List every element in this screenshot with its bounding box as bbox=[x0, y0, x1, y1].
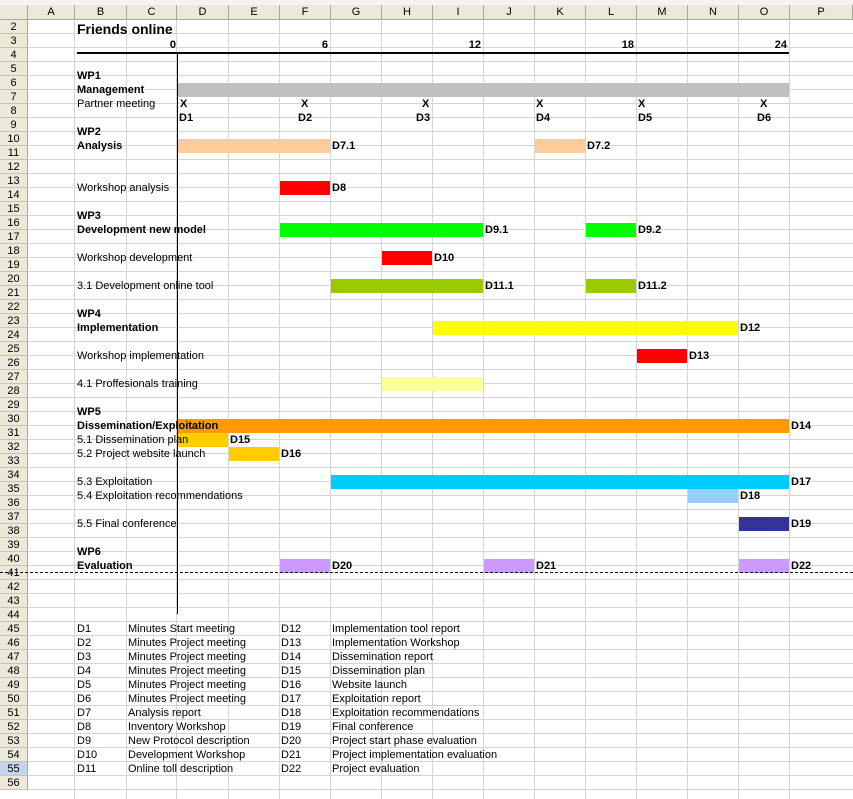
bar-label-d12: D12 bbox=[740, 322, 761, 334]
row-gridline bbox=[28, 411, 853, 412]
row-header-22[interactable]: 22 bbox=[0, 300, 28, 314]
meeting-mark-6: X bbox=[760, 98, 768, 110]
management-label: Management bbox=[77, 84, 145, 96]
wp4-label: WP4 bbox=[77, 308, 101, 320]
workshop-implementation-bar bbox=[637, 349, 687, 363]
column-gridline bbox=[687, 20, 688, 799]
legend-description: Project start phase evaluation bbox=[332, 735, 477, 747]
row-header-19[interactable]: 19 bbox=[0, 258, 28, 272]
bar-label-d9-2: D9.2 bbox=[638, 224, 662, 236]
row-header-17[interactable]: 17 bbox=[0, 230, 28, 244]
row-gridline bbox=[28, 509, 853, 510]
dissemination-bar bbox=[178, 419, 789, 433]
column-gridline bbox=[738, 20, 739, 799]
column-header-c[interactable]: C bbox=[127, 5, 177, 20]
bar-label-d16: D16 bbox=[281, 448, 302, 460]
legend-code: D12 bbox=[281, 623, 302, 635]
row-header-40[interactable]: 40 bbox=[0, 552, 28, 566]
legend-description: Project implementation evaluation bbox=[332, 749, 498, 761]
column-header-n[interactable]: N bbox=[688, 5, 739, 20]
bar-label-d14: D14 bbox=[791, 420, 812, 432]
column-gridline bbox=[483, 20, 484, 799]
row-gridline bbox=[28, 131, 853, 132]
bar-label-d7-2: D7.2 bbox=[587, 140, 611, 152]
meeting-label-d5: D5 bbox=[638, 112, 653, 124]
legend-description: Minutes Project meeting bbox=[128, 637, 246, 649]
meeting-label-d1: D1 bbox=[179, 112, 194, 124]
column-gridline bbox=[534, 20, 535, 799]
column-gridline bbox=[432, 20, 433, 799]
scale-tick-12: 12 bbox=[468, 39, 481, 51]
row-header-29[interactable]: 29 bbox=[0, 398, 28, 412]
legend-code: D7 bbox=[77, 707, 92, 719]
row-header-52[interactable]: 52 bbox=[0, 720, 28, 734]
row-gridline bbox=[28, 565, 853, 566]
row-gridline bbox=[28, 145, 853, 146]
evaluation-label: Evaluation bbox=[77, 560, 133, 572]
row-header-2[interactable]: 2 bbox=[0, 20, 28, 34]
row-header-45[interactable]: 45 bbox=[0, 622, 28, 636]
column-header-l[interactable]: L bbox=[586, 5, 637, 20]
select-all-corner[interactable] bbox=[0, 5, 28, 20]
column-gridline bbox=[585, 20, 586, 799]
legend-description: Dissemination report bbox=[332, 651, 433, 663]
row-header-23[interactable]: 23 bbox=[0, 314, 28, 328]
row-gridline bbox=[28, 299, 853, 300]
row-header-46[interactable]: 46 bbox=[0, 636, 28, 650]
wp6-label: WP6 bbox=[77, 546, 101, 558]
row-header-43[interactable]: 43 bbox=[0, 594, 28, 608]
row-gridline bbox=[28, 397, 853, 398]
prof-training-label: 4.1 Proffesionals training bbox=[77, 378, 198, 390]
implementation-label: Implementation bbox=[77, 322, 159, 334]
row-header-33[interactable]: 33 bbox=[0, 454, 28, 468]
analysis-bar-2 bbox=[535, 139, 585, 153]
legend-code: D18 bbox=[281, 707, 302, 719]
row-gridline bbox=[28, 61, 853, 62]
analysis-label: Analysis bbox=[77, 140, 123, 152]
column-gridline bbox=[279, 20, 280, 799]
bar-label-d17: D17 bbox=[791, 476, 812, 488]
row-header-55[interactable]: 55 bbox=[0, 762, 28, 776]
sheet-title: Friends online bbox=[77, 21, 173, 37]
row-gridline bbox=[28, 467, 853, 468]
column-gridline bbox=[74, 20, 75, 799]
row-header-4[interactable]: 4 bbox=[0, 48, 28, 62]
bar-label-d15: D15 bbox=[230, 434, 251, 446]
timeline-start-line bbox=[177, 52, 178, 614]
row-gridline bbox=[28, 215, 853, 216]
row-gridline bbox=[28, 173, 853, 174]
column-header-j[interactable]: J bbox=[484, 5, 535, 20]
bar-label-d22: D22 bbox=[791, 560, 812, 572]
wp1-label: WP1 bbox=[77, 70, 101, 82]
bar-label-d19: D19 bbox=[791, 518, 812, 530]
legend-description: Dissemination plan bbox=[332, 665, 425, 677]
row-header-53[interactable]: 53 bbox=[0, 734, 28, 748]
column-header-o[interactable]: O bbox=[739, 5, 790, 20]
row-header-6[interactable]: 6 bbox=[0, 76, 28, 90]
bar-label-d13: D13 bbox=[689, 350, 710, 362]
bar-label-d11-2: D11.2 bbox=[638, 280, 667, 292]
meeting-label-d6: D6 bbox=[757, 112, 772, 124]
page-break-line bbox=[0, 572, 853, 573]
row-gridline bbox=[28, 593, 853, 594]
workshop-analysis-bar bbox=[280, 181, 330, 195]
legend-description: Implementation tool report bbox=[332, 623, 460, 635]
row-header-36[interactable]: 36 bbox=[0, 496, 28, 510]
row-gridline bbox=[28, 313, 853, 314]
timeline-axis-line bbox=[77, 52, 789, 54]
row-header-27[interactable]: 27 bbox=[0, 370, 28, 384]
row-header-39[interactable]: 39 bbox=[0, 538, 28, 552]
legend-description: New Protocol description bbox=[128, 735, 250, 747]
legend-code: D6 bbox=[77, 693, 92, 705]
implementation-bar bbox=[433, 321, 738, 335]
legend-description: Exploitation report bbox=[332, 693, 421, 705]
row-gridline bbox=[28, 243, 853, 244]
row-header-38[interactable]: 38 bbox=[0, 524, 28, 538]
exploitation-label: 5.3 Exploitation bbox=[77, 476, 153, 488]
legend-description: Implementation Workshop bbox=[332, 637, 460, 649]
row-header-11[interactable]: 11 bbox=[0, 146, 28, 160]
row-gridline bbox=[28, 75, 853, 76]
row-header-54[interactable]: 54 bbox=[0, 748, 28, 762]
wp5-label: WP5 bbox=[77, 406, 101, 418]
meeting-label-d2: D2 bbox=[298, 112, 313, 124]
column-header-h[interactable]: H bbox=[382, 5, 433, 20]
bar-label-d7-1: D7.1 bbox=[332, 140, 356, 152]
meeting-label-d3: D3 bbox=[416, 112, 431, 124]
row-header-20[interactable]: 20 bbox=[0, 272, 28, 286]
meeting-mark-1: X bbox=[180, 98, 188, 110]
column-header-f[interactable]: F bbox=[280, 5, 331, 20]
training-bar bbox=[382, 377, 483, 391]
row-gridline bbox=[28, 607, 853, 608]
column-header-k[interactable]: K bbox=[535, 5, 586, 20]
exploitation-rec-bar bbox=[688, 489, 738, 503]
meeting-label-d4: D4 bbox=[536, 112, 551, 124]
row-gridline bbox=[28, 117, 853, 118]
column-gridline bbox=[126, 20, 127, 799]
row-gridline bbox=[28, 159, 853, 160]
row-header-34[interactable]: 34 bbox=[0, 468, 28, 482]
scale-tick-0: 0 bbox=[169, 39, 176, 51]
column-gridline bbox=[789, 20, 790, 799]
meeting-mark-4: X bbox=[536, 98, 544, 110]
row-header-32[interactable]: 32 bbox=[0, 440, 28, 454]
row-header-42[interactable]: 42 bbox=[0, 580, 28, 594]
row-gridline bbox=[28, 579, 853, 580]
legend-description: Exploitation recommendations bbox=[332, 707, 480, 719]
row-gridline bbox=[28, 369, 853, 370]
legend-code: D5 bbox=[77, 679, 92, 691]
exploitation-bar bbox=[331, 475, 789, 489]
meeting-mark-5: X bbox=[638, 98, 646, 110]
row-header-47[interactable]: 47 bbox=[0, 650, 28, 664]
row-header-49[interactable]: 49 bbox=[0, 678, 28, 692]
legend-description: Minutes Project meeting bbox=[128, 651, 246, 663]
dev-online-tool-label: 3.1 Development online tool bbox=[77, 280, 214, 292]
workshop-development-label: Workshop development bbox=[77, 252, 193, 264]
legend-description: Website launch bbox=[332, 679, 408, 691]
management-bar bbox=[178, 83, 789, 97]
row-header-14[interactable]: 14 bbox=[0, 188, 28, 202]
row-gridline bbox=[28, 789, 853, 790]
legend-description: Inventory Workshop bbox=[128, 721, 226, 733]
legend-description: Project evaluation bbox=[332, 763, 420, 775]
legend-code: D11 bbox=[77, 763, 97, 775]
scale-tick-24: 24 bbox=[774, 39, 787, 51]
row-header-37[interactable]: 37 bbox=[0, 510, 28, 524]
row-header-3[interactable]: 3 bbox=[0, 34, 28, 48]
legend-code: D16 bbox=[281, 679, 302, 691]
row-header-18[interactable]: 18 bbox=[0, 244, 28, 258]
workshop-analysis-label: Workshop analysis bbox=[77, 182, 170, 194]
scale-tick-6: 6 bbox=[321, 39, 328, 51]
legend-code: D8 bbox=[77, 721, 92, 733]
legend-code: D14 bbox=[281, 651, 302, 663]
wp3-label: WP3 bbox=[77, 210, 101, 222]
analysis-bar-1 bbox=[178, 139, 330, 153]
row-gridline bbox=[28, 201, 853, 202]
meeting-mark-2: X bbox=[301, 98, 309, 110]
legend-description: Development Workshop bbox=[128, 749, 246, 761]
legend-description: Minutes Project meeting bbox=[128, 665, 246, 677]
row-header-21[interactable]: 21 bbox=[0, 286, 28, 300]
legend-description: Minutes Start meeting bbox=[128, 623, 235, 635]
legend-code: D2 bbox=[77, 637, 92, 649]
row-gridline bbox=[28, 341, 853, 342]
bar-label-d20: D20 bbox=[332, 560, 353, 572]
column-header-i[interactable]: I bbox=[433, 5, 484, 20]
bar-label-d10: D10 bbox=[434, 252, 455, 264]
row-header-26[interactable]: 26 bbox=[0, 356, 28, 370]
legend-description: Online toll description bbox=[128, 763, 234, 775]
legend-code: D10 bbox=[77, 749, 98, 761]
development-new-model-label: Development new model bbox=[77, 224, 206, 236]
row-header-31[interactable]: 31 bbox=[0, 426, 28, 440]
column-header-d[interactable]: D bbox=[177, 5, 229, 20]
workshop-development-bar bbox=[382, 251, 432, 265]
row-header-5[interactable]: 5 bbox=[0, 62, 28, 76]
row-header-48[interactable]: 48 bbox=[0, 664, 28, 678]
meeting-mark-3: X bbox=[422, 98, 430, 110]
row-gridline bbox=[28, 551, 853, 552]
column-header-b[interactable]: B bbox=[75, 5, 127, 20]
legend-code: D22 bbox=[281, 763, 302, 775]
bar-label-d9-1: D9.1 bbox=[485, 224, 509, 236]
legend-code: D20 bbox=[281, 735, 302, 747]
row-header-28[interactable]: 28 bbox=[0, 384, 28, 398]
row-header-25[interactable]: 25 bbox=[0, 342, 28, 356]
row-header-44[interactable]: 44 bbox=[0, 608, 28, 622]
row-header-41[interactable]: 41 bbox=[0, 566, 28, 580]
bar-label-d8: D8 bbox=[332, 182, 347, 194]
website-launch-label: 5.2 Project website launch bbox=[77, 448, 206, 460]
dissemination-plan-label: 5.1 Dissemination plan bbox=[77, 434, 189, 446]
row-header-8[interactable]: 8 bbox=[0, 104, 28, 118]
column-gridline bbox=[330, 20, 331, 799]
legend-code: D17 bbox=[281, 693, 302, 705]
exploitation-rec-label: 5.4 Exploitation recommendations bbox=[77, 490, 243, 502]
column-header-a[interactable]: A bbox=[28, 5, 75, 20]
legend-description: Minutes Project meeting bbox=[128, 679, 246, 691]
row-gridline bbox=[28, 537, 853, 538]
row-header-9[interactable]: 9 bbox=[0, 118, 28, 132]
row-header-15[interactable]: 15 bbox=[0, 202, 28, 216]
row-header-24[interactable]: 24 bbox=[0, 328, 28, 342]
development-bar-2 bbox=[586, 223, 636, 237]
legend-description: Analysis report bbox=[128, 707, 201, 719]
dissemination-label: Dissemination/Exploitation bbox=[77, 420, 219, 432]
column-header-m[interactable]: M bbox=[637, 5, 688, 20]
row-header-16[interactable]: 16 bbox=[0, 216, 28, 230]
wp2-label: WP2 bbox=[77, 126, 101, 138]
bar-label-d18: D18 bbox=[740, 490, 761, 502]
legend-code: D15 bbox=[281, 665, 302, 677]
row-header-35[interactable]: 35 bbox=[0, 482, 28, 496]
bar-label-d21: D21 bbox=[536, 560, 557, 572]
website-launch-bar bbox=[229, 447, 279, 461]
legend-code: D19 bbox=[281, 721, 302, 733]
legend-code: D3 bbox=[77, 651, 92, 663]
row-header-10[interactable]: 10 bbox=[0, 132, 28, 146]
row-header-7[interactable]: 7 bbox=[0, 90, 28, 104]
final-conference-label: 5.5 Final conference bbox=[77, 518, 177, 530]
row-header-50[interactable]: 50 bbox=[0, 692, 28, 706]
row-header-12[interactable]: 12 bbox=[0, 160, 28, 174]
row-header-56[interactable]: 56 bbox=[0, 776, 28, 790]
evaluation-bar-3 bbox=[739, 559, 789, 573]
bar-label-d11-1: D11.1 bbox=[485, 280, 514, 292]
legend-code: D21 bbox=[281, 749, 302, 761]
legend-description: Minutes Project meeting bbox=[128, 693, 246, 705]
evaluation-bar-2 bbox=[484, 559, 534, 573]
evaluation-bar-1 bbox=[280, 559, 330, 573]
workshop-implementation-label: Workshop implementation bbox=[77, 350, 204, 362]
scale-tick-18: 18 bbox=[621, 39, 634, 51]
column-gridline bbox=[636, 20, 637, 799]
column-header-p[interactable]: P bbox=[790, 5, 853, 20]
legend-description: Final conference bbox=[332, 721, 414, 733]
row-header-30[interactable]: 30 bbox=[0, 412, 28, 426]
column-header-g[interactable]: G bbox=[331, 5, 382, 20]
row-gridline bbox=[28, 271, 853, 272]
online-tool-bar-1 bbox=[331, 279, 483, 293]
development-bar-1 bbox=[280, 223, 483, 237]
final-conference-bar bbox=[739, 517, 789, 531]
row-header-13[interactable]: 13 bbox=[0, 174, 28, 188]
row-header-51[interactable]: 51 bbox=[0, 706, 28, 720]
legend-code: D13 bbox=[281, 637, 302, 649]
online-tool-bar-2 bbox=[586, 279, 636, 293]
legend-code: D4 bbox=[77, 665, 92, 677]
legend-code: D9 bbox=[77, 735, 92, 747]
column-header-e[interactable]: E bbox=[229, 5, 280, 20]
legend-code: D1 bbox=[77, 623, 92, 635]
partner-meeting-label: Partner meeting bbox=[77, 98, 156, 110]
